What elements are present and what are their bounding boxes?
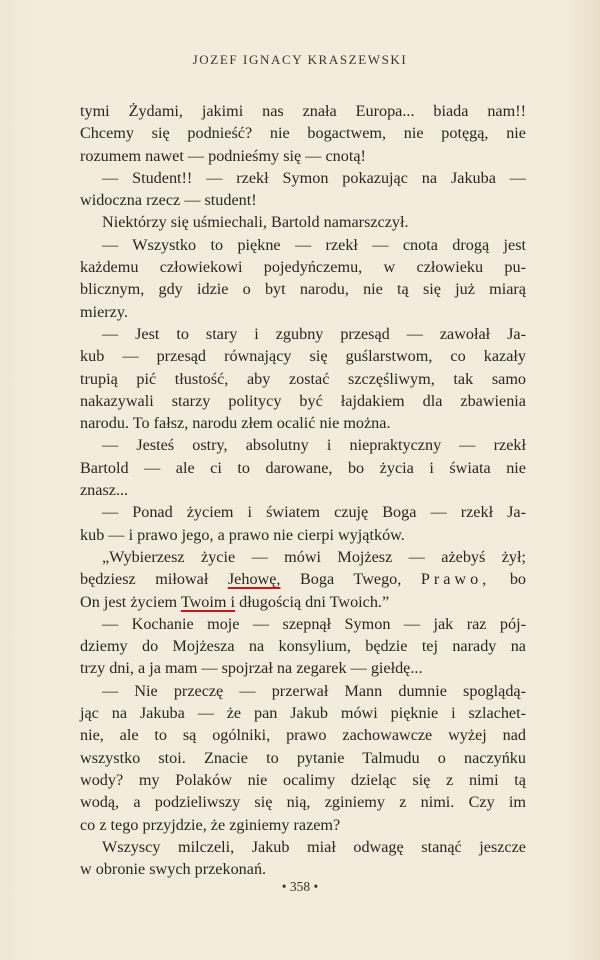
text-line: Niektórzy się uśmiechali, Bartold namarszczył. — [102, 213, 409, 232]
text-line: mierzy. — [80, 302, 128, 321]
text-line: nakazywali starzy politycy być łajdakiem dla zbawienia — [80, 391, 526, 410]
body-text — [80, 100, 526, 880]
text-fragment: On jest życiem — [80, 592, 181, 611]
spaced-word: Prawo, — [420, 570, 491, 589]
page-number: • 358 • — [281, 879, 319, 894]
text-line: wody? my Polaków nie ocalimy dzieląc się z nimi tą — [80, 770, 526, 789]
text-line: widoczna rzecz — student! — [80, 191, 257, 210]
text-line: dziemy do Mojżesza na konsylium, będzie tej narady na — [80, 637, 526, 656]
text-line: — Nie przeczę — przerwał Mann dumnie spoglądą- — [102, 681, 526, 700]
text-line: znasz... — [80, 481, 129, 500]
text-line: rozumem nawet — podnieśmy się — cnotą! — [80, 146, 366, 165]
text-line — [80, 568, 526, 590]
text-line: — Ponad życiem i światem czuję Boga — rzekł Ja- — [102, 503, 526, 522]
text-line: blicznym, gdy idzie o byt narodu, nie tą się już miarą — [80, 280, 526, 299]
text-fragment: będziesz miłował — [80, 570, 228, 589]
text-line: wszystko stoi. Znacie to pytanie Talmudu o naczyńku — [80, 748, 526, 767]
text-line: — Jesteś ostry, absolutny i niepraktyczny — rzekł — [102, 436, 526, 455]
text-line: każdemu człowiekowi pojedyńczemu, w człowieku pu- — [80, 258, 526, 277]
text-fragment: długością dni Twoich.” — [235, 592, 390, 611]
text-line: Chcemy się podnieść? nie bogactwem, nie potęgą, nie — [80, 124, 526, 143]
text-line: kub — i prawo jego, a prawo nie cierpi wyjątków. — [80, 525, 405, 544]
text-line: — Kochanie moje — szepnął Symon — jak raz pój- — [102, 614, 526, 633]
text-line: kub — przesąd równający się guślarstwom, co kazały — [80, 347, 526, 366]
text-line: — Wszystko to piękne — rzekł — cnota drogą jest — [102, 235, 526, 254]
text-line: jąc na Jakuba — że pan Jakub mówi pięknie i szlachet- — [80, 704, 526, 723]
text-line: Wszyscy milczeli, Jakub miał odwagę stanąć jeszcze — [102, 837, 526, 856]
underlined-word: Twoim i — [180, 592, 236, 611]
text-line: w obronie swych przekonań. — [80, 860, 267, 879]
text-line: Bartold — ale ci to darowane, bo życia i świata nie — [80, 458, 526, 477]
text-line: „Wybierzesz życie — mówi Mojżesz — ażebyś żył; — [102, 547, 526, 566]
text-line: narodu. To fałsz, narodu złem ocalić nie można. — [80, 414, 391, 433]
running-header: JOZEF IGNACY KRASZEWSKI — [192, 52, 408, 67]
text-line: tymi Żydami, jakimi nas znała Europa... biada nam!! — [80, 102, 526, 120]
text-line: wodą, a podzieliwszy się nią, zginiemy z nimi. Czy im — [80, 793, 526, 812]
text-line — [80, 591, 526, 613]
text-line: — Student!! — rzekł Symon pokazując na Jakuba — — [102, 168, 526, 187]
text-line: trzy dni, a ja mam — spojrzał na zegarek — giełdę... — [80, 659, 423, 678]
text-line: co z tego przyjdzie, że zginiemy razem? — [80, 815, 341, 834]
text-line: trupią pić tłustość, aby zostać szczęśliwym, tak samo — [80, 369, 526, 388]
text-line: nie, ale to są ogólniki, prawo zachowawcze wyżej nad — [80, 726, 526, 745]
text-fragment: Boga Twego, — [280, 570, 421, 589]
text-fragment: bo — [490, 570, 527, 589]
underlined-word: Jehowę, — [227, 570, 281, 589]
text-line: — Jest to stary i zgubny przesąd — zawołał Ja- — [102, 324, 526, 343]
